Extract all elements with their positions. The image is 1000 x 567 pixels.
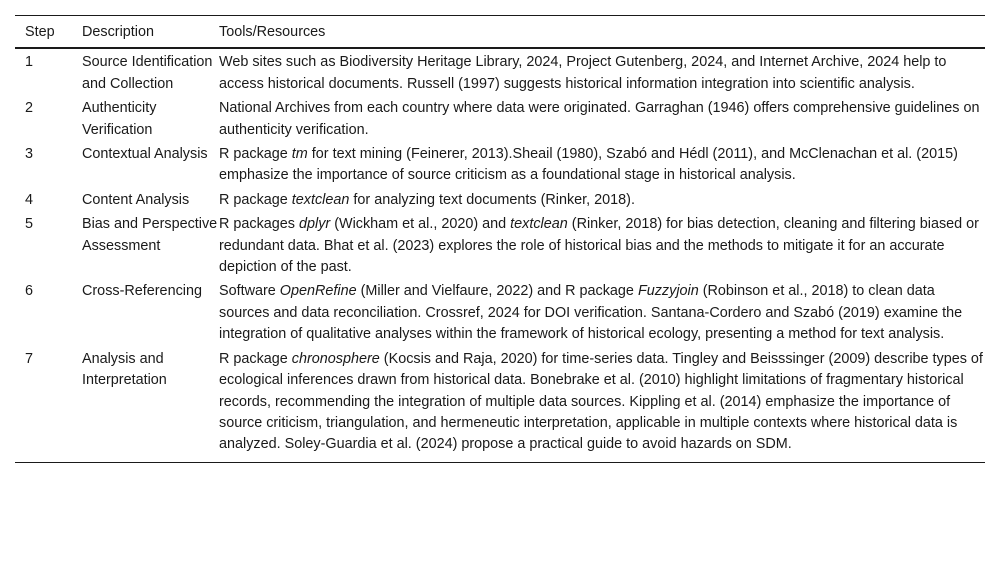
description-cell: Authenticity Verification xyxy=(82,100,157,138)
tools-cell xyxy=(219,211,985,278)
header-step: Step xyxy=(15,16,82,49)
step-cell: 2 xyxy=(25,100,34,117)
tools-text: (Miller and Vielfaure, 2022) and R package xyxy=(356,283,638,300)
software-name-italic: dplyr xyxy=(299,216,331,233)
tools-text: R package xyxy=(219,350,292,367)
software-name-italic: OpenRefine xyxy=(279,283,357,300)
step-cell: 4 xyxy=(25,191,34,208)
tools-text: National Archives from each country where data were originated. Garraghan (1946) offers comprehensive guidelines on authenticity verification. xyxy=(219,100,980,138)
table-row xyxy=(15,278,985,345)
table-row xyxy=(15,187,985,211)
step-cell: 3 xyxy=(25,146,34,163)
tools-text: (Wickham et al., 2020) and xyxy=(330,216,511,233)
tools-text: for text mining (Feinerer, 2013).Sheail (1980), Szabó and Hédl (2011), and McClenachan et al. (2015) emphasize the importance of source criticism as a foundational stage in historical analysis. xyxy=(219,146,958,184)
tools-text: (Rinker, 2018) for bias detection, cleaning and filtering biased or redundant data. Bhat et al. (2023) explores the role of historical bias and the methods to mitigate it for an accurate depiction of the past. xyxy=(219,216,979,276)
step-cell: 1 xyxy=(25,54,34,71)
table-header-row xyxy=(15,16,985,49)
table-row xyxy=(15,346,985,463)
description-cell: Bias and Perspective Assessment xyxy=(82,216,218,254)
tools-text: R package xyxy=(219,146,292,163)
tools-text: Web sites such as Biodiversity Heritage Library, 2024, Project Gutenberg, 2024, and Internet Archive, 2024 help to access historical documents. Russell (1997) suggests historical information integration into scientific analysis. xyxy=(219,54,947,92)
tools-cell xyxy=(219,278,985,345)
header-tools-resources: Tools/Resources xyxy=(219,16,985,49)
header-description: Description xyxy=(82,16,219,49)
software-name-italic: textclean xyxy=(291,191,350,208)
tools-text: Software xyxy=(219,283,280,300)
tools-cell xyxy=(219,346,985,463)
tools-cell xyxy=(219,187,985,211)
tools-cell xyxy=(219,48,985,95)
tools-cell xyxy=(219,141,985,187)
table-row xyxy=(15,141,985,187)
step-cell: 7 xyxy=(15,346,82,463)
description-cell: Source Identification and Collection xyxy=(82,54,213,92)
tools-cell xyxy=(219,95,985,141)
tools-text: (Kocsis and Raja, 2020) for time-series data. Tingley and Beisssinger (2009) describe types of ecological inferences drawn from historical data. Bonebrake et al. (2010) highlight limitations of fragmentary historical records, recommending the integration of multiple data sources. Kippling et al. (2014) emphasize the importance of source criticism, triangulation, and hermeneutic interpretation, applicable in multiple contexts where historical data is analyzed. Soley-Guardia et al. (2024) propose a practical guide to avoid hazards on SDM. xyxy=(219,350,983,453)
tools-text: (Robinson et al., 2018) to clean data sources and data reconciliation. Crossref, 2024 for DOI verification. Santana-Cordero and Szabó (2019) examine the integration of qualitative analyses within the framework of historical ecology, presenting a method for text analysis. xyxy=(219,283,963,343)
table-row xyxy=(15,48,985,95)
tools-text: for analyzing text documents (Rinker, 2018). xyxy=(349,191,635,208)
software-name-italic: Fuzzyjoin xyxy=(637,283,699,300)
software-name-italic: chronosphere xyxy=(291,350,380,367)
software-name-italic: tm xyxy=(291,146,308,163)
methods-table-container xyxy=(15,15,985,463)
table-row xyxy=(15,211,985,278)
software-name-italic: textclean xyxy=(510,216,568,233)
description-cell: Contextual Analysis xyxy=(82,146,208,163)
table-row xyxy=(15,95,985,141)
methods-table xyxy=(15,15,985,463)
description-cell: Content Analysis xyxy=(82,191,190,208)
step-cell: 5 xyxy=(25,216,34,233)
step-cell: 6 xyxy=(25,283,34,300)
tools-text: R packages xyxy=(219,216,299,233)
description-cell: Analysis and Interpretation xyxy=(82,346,219,463)
tools-text: R package xyxy=(219,191,292,208)
description-cell: Cross-Referencing xyxy=(82,283,202,300)
table-body xyxy=(15,48,985,462)
